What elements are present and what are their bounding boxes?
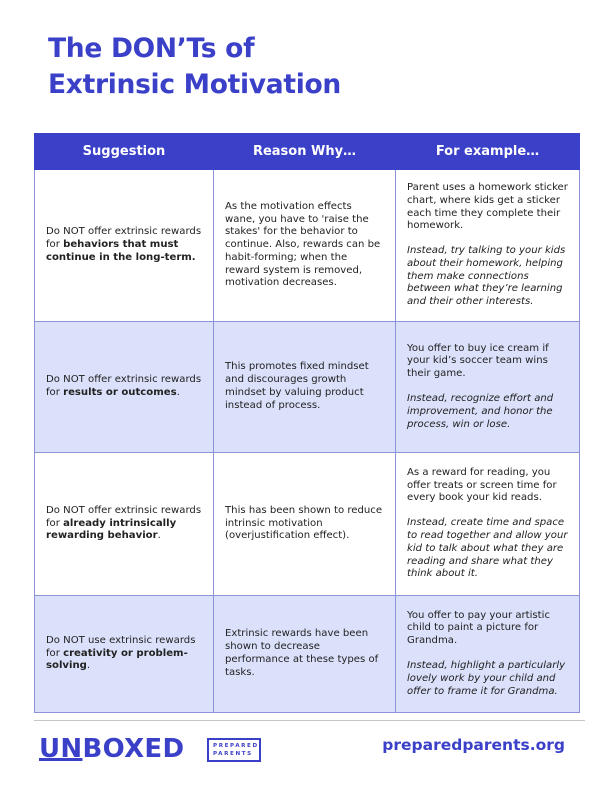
page-title-line-1: The DON’Ts of (48, 33, 255, 64)
instead-text: Instead, highlight a particularly lovely work by your child and offer to frame it for Grandma. (407, 660, 566, 697)
reason-cell: As the motivation effects wane, you have to 'raise the stakes' for the behavior to continue. Also, rewards can be habit-forming; when the reward system is removed, motivation decreases. (214, 170, 396, 322)
instead-text: Instead, try talking to your kids about their homework, helping them make connections between what they’re learning and their other interests. (407, 245, 566, 308)
suggestion-emphasis: creativity or problem-solving (46, 647, 188, 672)
suggestion-text: Do NOT use extrinsic rewards for (46, 634, 196, 659)
suggestion-emphasis: results or outcomes (63, 387, 177, 398)
table-header-row (35, 134, 580, 170)
example-text: You offer to buy ice cream if your kid’s soccer team wins their game. (407, 342, 549, 380)
suggestion-cell (35, 596, 214, 713)
page-title-line-2: Extrinsic Motivation (48, 69, 341, 100)
reason-cell: This promotes fixed mindset and discourages growth mindset by valuing product instead of process. (214, 322, 396, 453)
suggestion-emphasis: behaviors that must continue in the long-term. (46, 239, 196, 263)
badge-line-1: PREPARED (213, 743, 259, 749)
example-cell (396, 322, 580, 453)
example-cell (396, 596, 580, 713)
suggestion-emphasis: already intrinsically rewarding behavior (46, 517, 177, 542)
suggestion-suffix: . (157, 530, 161, 542)
example-text: Parent uses a homework sticker chart, where kids get a sticker each time they complete their homework. (407, 181, 568, 232)
example-text: You offer to pay your artistic child to paint a picture for Grandma. (407, 609, 550, 647)
page-title (48, 31, 341, 103)
table-row (35, 322, 580, 453)
reason-cell: This has been shown to reduce intrinsic motivation (overjustification effect). (214, 453, 396, 596)
logo-boxed: BOXED (82, 734, 185, 764)
header-reason: Reason Why… (214, 134, 396, 170)
header-suggestion: Suggestion (35, 134, 214, 170)
suggestion-suffix: . (86, 660, 91, 672)
header-example: For example… (396, 134, 580, 170)
suggestion-suffix: . (176, 387, 180, 398)
suggestion-cell (35, 170, 214, 322)
donts-table (34, 133, 580, 713)
example-cell (396, 453, 580, 596)
logo-un: UN (39, 734, 83, 764)
table-row (35, 596, 580, 713)
suggestion-text: Do NOT offer extrinsic rewards for (46, 226, 202, 251)
instead-text: Instead, recognize effort and improvement, and honor the process, win or lose. (407, 393, 554, 430)
suggestion-cell (35, 322, 214, 453)
reason-cell: Extrinsic rewards have been shown to decrease performance at these types of tasks. (214, 596, 396, 713)
table-row (35, 170, 580, 322)
example-text: As a reward for reading, you offer treats or screen time for every book your kid reads. (407, 466, 557, 504)
example-cell (396, 170, 580, 322)
table-row (35, 453, 580, 596)
suggestion-text: Do NOT offer extrinsic rewards for (46, 374, 202, 398)
instead-text: Instead, create time and space to read together and allow your kid to talk about what they are reading and share what they think about it. (407, 517, 568, 580)
footer-divider (34, 720, 585, 721)
prepared-parents-badge (207, 738, 261, 762)
logo-wordmark (39, 734, 184, 764)
website-link[interactable]: preparedparents.org (382, 736, 565, 754)
suggestion-cell (35, 453, 214, 596)
suggestion-text: Do NOT offer extrinsic rewards for (46, 504, 202, 529)
badge-line-2: PARENTS (213, 750, 253, 757)
